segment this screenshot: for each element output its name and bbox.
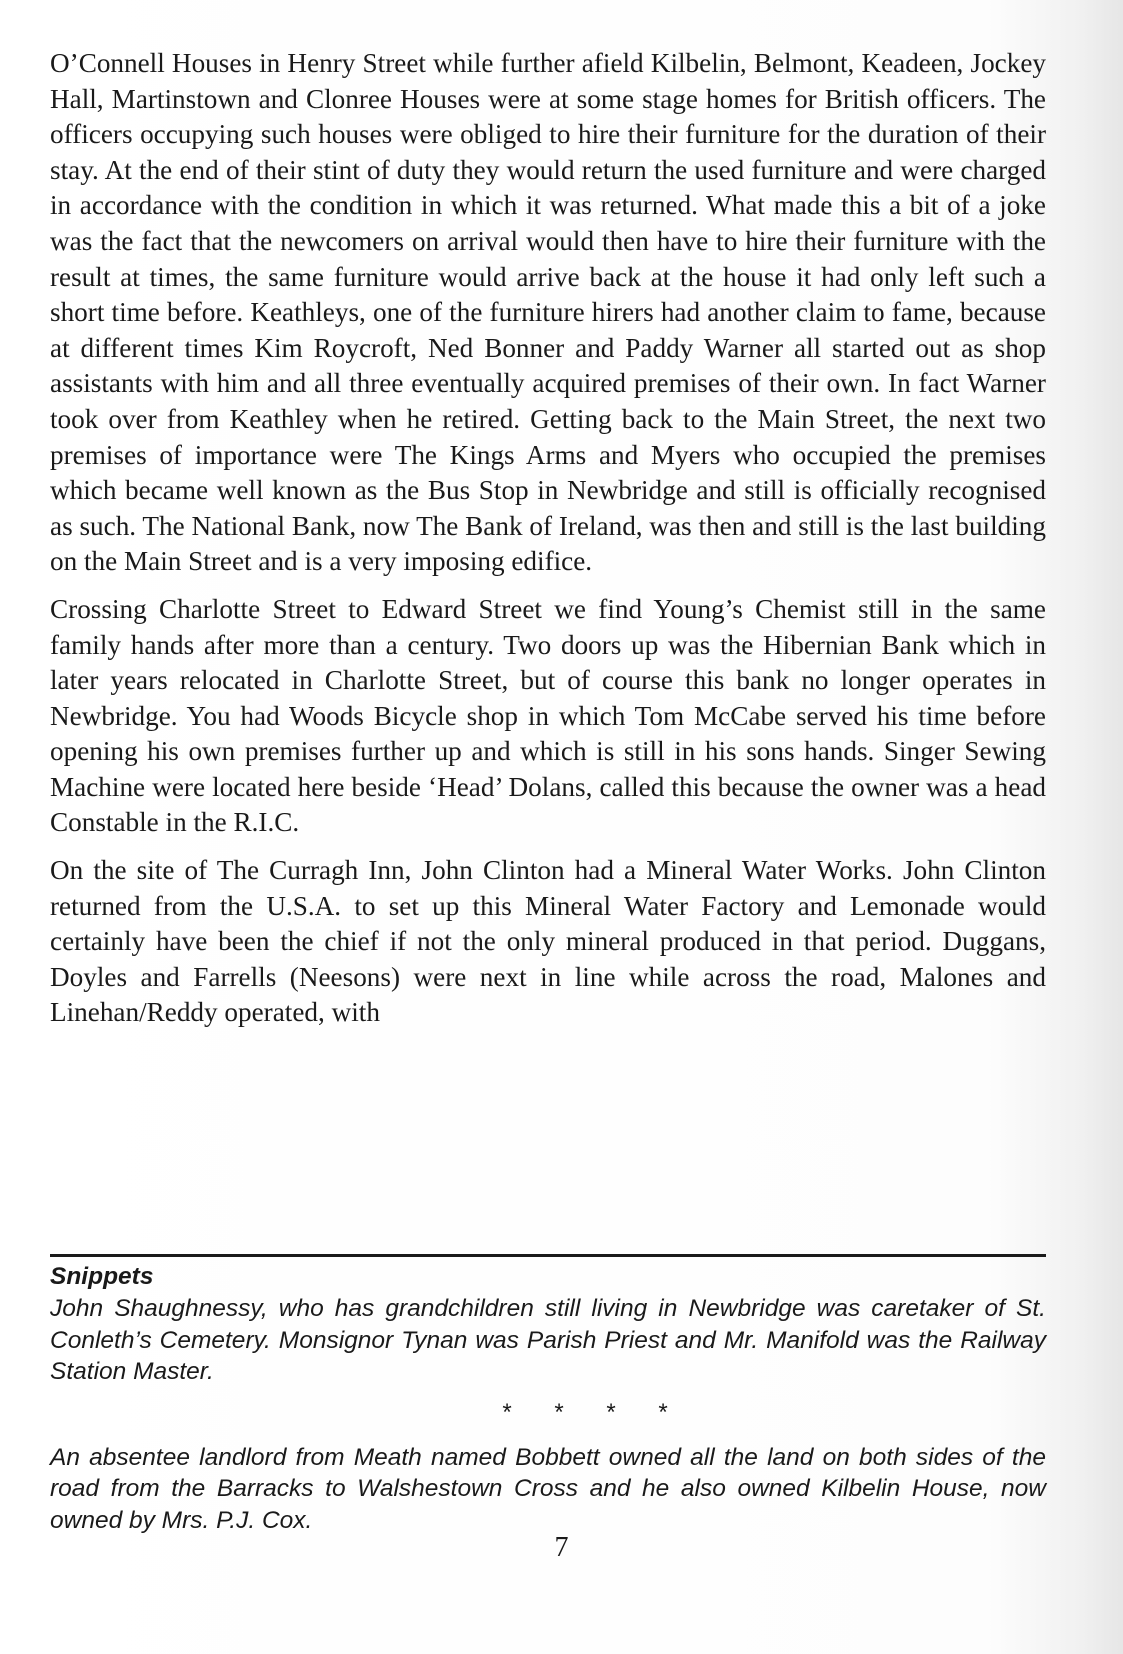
main-text <box>50 46 1046 1043</box>
paragraph-2: Crossing Charlotte Street to Edward Street we find Young’s Chemist still in the same family hands after more than a century. Two doors up was the Hibernian Bank which in later years relocated in Charlotte Street, but of course this bank no longer operates in Newbridge. You had Woods Bicycle shop in which Tom McCabe served his time before opening his own premises further up and which is still in his sons hands. Singer Sewing Machine were located here beside ‘Head’ Dolans, called this because the owner was a head Constable in the R.I.C. <box>50 593 1046 838</box>
paragraph-3: On the site of The Curragh Inn, John Clinton had a Mineral Water Works. John Clinton returned from the U.S.A. to set up this Mineral Water Factory and Lemonade would certainly have been the chief if not the only mineral produced in that period. Duggans, Doyles and Farrells (Neesons) were next in line while across the road, Malones and Linehan/Reddy operated, with <box>50 855 1046 1028</box>
snippets-heading: Snippets <box>50 1263 154 1290</box>
page-number: 7 <box>554 1532 569 1563</box>
snippet-2: An absentee landlord from Meath named Bobbett owned all the land on both sides of the road from the Barracks to Walshestown Cross and he also owned Kilbelin House, now owned by Mrs. P.J. Cox. <box>50 1443 1046 1534</box>
section-divider <box>50 1254 1046 1257</box>
snippet-separator: * * * * <box>501 1398 685 1426</box>
paragraph-1: O’Connell Houses in Henry Street while further afield Kilbelin, Belmont, Keadeen, Jockey Hall, Martinstown and Clonree Houses were at some stage homes for British officers. The officers occupying such houses were obliged to hire their furniture for the duration of their stay. At the end of their stint of duty they would return the used furniture and were charged in accordance with the condition in which it was returned. What made this a bit of a joke was the fact that the newcomers on arrival would then have to hire their furniture with the result at times, the same furniture would arrive back at the house it had only left such a short time before. Keathleys, one of the furniture hirers had another claim to fame, because at different times Kim Roycroft, Ned Bonner and Paddy Warner all started out as shop assistants with him and all three eventually acquired premises of their own. In fact Warner took over from Keathley when he retired. Getting back to the Main Street, the next two premises of importance were The Kings Arms and Myers who occupied the premises which became well known as the Bus Stop in Newbridge and still is officially recognised as such. The National Bank, now The Bank of Ireland, was then and still is the last building on the Main Street and is a very imposing edifice. <box>50 48 1046 577</box>
snippet-1: John Shaughnessy, who has grandchildren still living in Newbridge was caretaker of St. Conleth’s Cemetery. Monsignor Tynan was Parish Priest and Mr. Manifold was the Railway Station Master. <box>50 1295 1046 1385</box>
snippets-box <box>50 1261 1046 1536</box>
